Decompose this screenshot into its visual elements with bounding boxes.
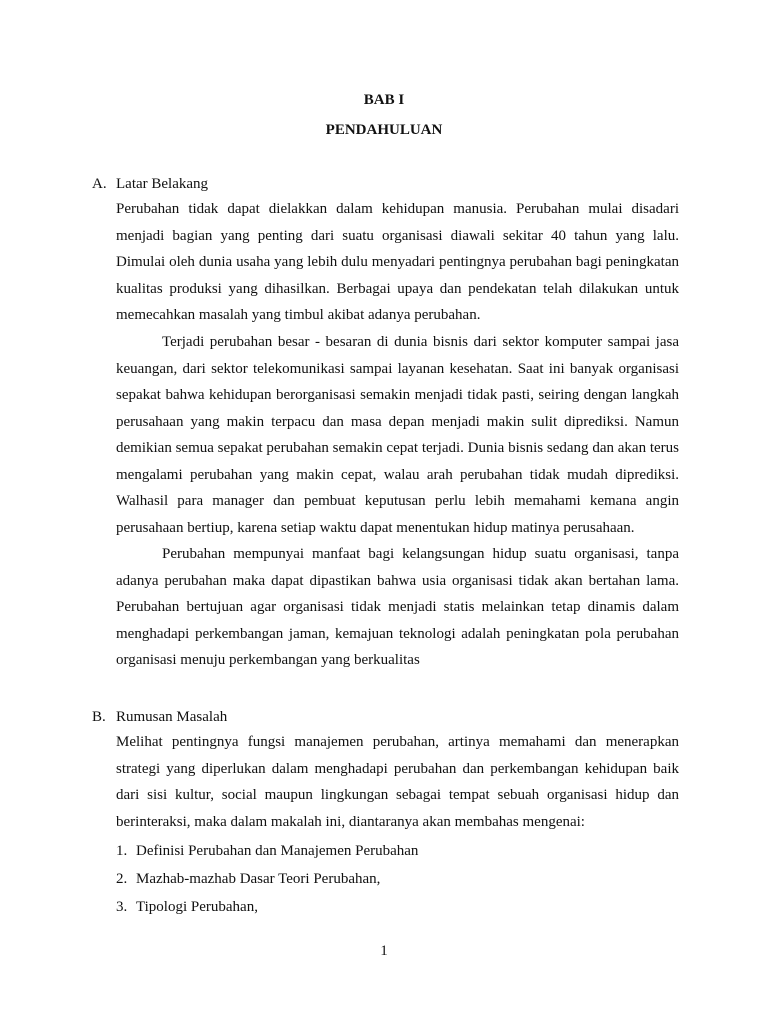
list-item-text: Tipologi Perubahan, <box>136 899 258 915</box>
list-item-text: Definisi Perubahan dan Manajemen Perubahan <box>136 843 419 859</box>
list-item-number: 1. <box>116 843 128 859</box>
section-a-paragraph-2: Terjadi perubahan besar - besaran di dunia bisnis dari sektor komputer sampai jasa keuangan, dari sektor telekomunikasi sampai layanan kesehatan. Saat ini banyak organisasi sepakat bahwa kehidupan berorganisasi semakin menjadi tidak pasti, seiring dengan langkah perusahaan yang makin terpacu dan masa depan menjadi makin sulit diprediksi. Namun demikian semua sepakat perubahan semakin cepat terjadi. Dunia bisnis sedang dan akan terus mengalami perubahan yang makin cepat, walau arah perubahan tidak mudah diprediksi. Walhasil para manager dan pembuat keputusan perlu lebih memahami kemana angin perusahaan bertiup, karena setiap waktu dapat menentukan hidup matinya perusahaan. <box>116 334 679 536</box>
section-b-title: Rumusan Masalah <box>116 709 228 725</box>
chapter-title: PENDAHULUAN <box>325 122 443 138</box>
section-a-paragraph-3: Perubahan mempunyai manfaat bagi kelangsungan hidup suatu organisasi, tanpa adanya perubahan maka dapat dipastikan bahwa usia organisasi tidak akan bertahan lama. Perubahan bertujuan agar organisasi tidak menjadi statis melainkan tetap dinamis dalam menghadapi perkembangan jaman, kemajuan teknologi adalah peningkatan pola perubahan organisasi menuju perkembangan yang berkualitas <box>116 546 679 668</box>
list-item <box>116 841 516 861</box>
list-item-number: 3. <box>116 899 128 915</box>
list-item-number: 2. <box>116 871 128 887</box>
section-a-letter: A. <box>92 176 107 192</box>
section-b-letter: B. <box>92 709 106 725</box>
section-a-heading <box>92 174 392 194</box>
section-b-paragraph-1: Melihat pentingnya fungsi manajemen perubahan, artinya memahami dan menerapkan strategi yang diperlukan dalam menghadapi perubahan dan perkembangan kehidupan baik dari sisi kultur, social maupun lingkungan sebagai tempat sebuah organisasi hidup dan berinteraksi, maka dalam makalah ini, diantaranya akan membahas mengenai: <box>116 734 679 830</box>
section-b-heading <box>92 707 392 727</box>
list-item <box>116 869 516 889</box>
list-item <box>116 897 516 917</box>
list-item-text: Mazhab-mazhab Dasar Teori Perubahan, <box>136 871 381 887</box>
page-number: 1 <box>380 943 388 959</box>
section-a-title: Latar Belakang <box>116 176 209 192</box>
chapter-label: BAB I <box>363 92 405 108</box>
section-a-paragraph-1: Perubahan tidak dapat dielakkan dalam kehidupan manusia. Perubahan mulai disadari menjadi bagian yang penting dari suatu organisasi diawali sekitar 40 tahun yang lalu. Dimulai oleh dunia usaha yang lebih dulu menyadari pentingnya perubahan bagi peningkatan kualitas produksi yang dihasilkan. Berbagai upaya dan pendekatan telah dilakukan untuk memecahkan masalah yang timbul akibat adanya perubahan. <box>116 201 679 323</box>
